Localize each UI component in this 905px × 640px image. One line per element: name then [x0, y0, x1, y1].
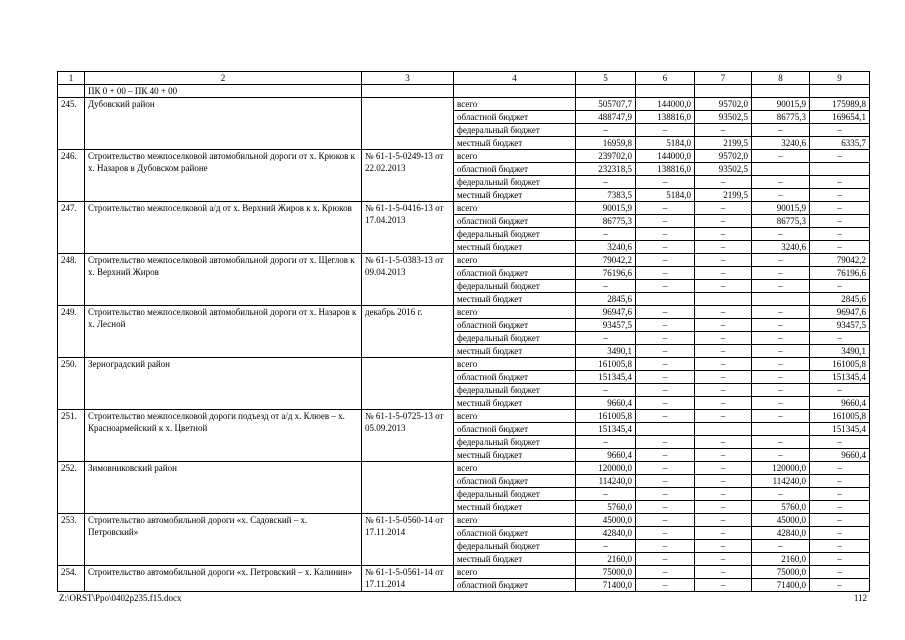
amount-cell: – [695, 371, 752, 384]
empty-cell [810, 85, 870, 98]
amount-cell [752, 293, 810, 306]
amount-cell [752, 423, 810, 436]
file-path: Z:\ORST\Ppo\0402p235.f15.docx [59, 593, 182, 603]
amount-cell: – [636, 514, 695, 527]
amount-cell: – [810, 176, 870, 189]
table-row [58, 98, 870, 111]
document-ref: № 61-1-5-0561-14 от 17.11.2014 [362, 566, 454, 592]
amount-cell: – [636, 449, 695, 462]
amount-cell: 96947,6 [810, 306, 870, 319]
amount-cell [752, 163, 810, 176]
amount-cell: 232318,5 [576, 163, 636, 176]
amount-cell: – [752, 306, 810, 319]
row-number: 246. [58, 150, 85, 202]
empty-cell [576, 85, 636, 98]
amount-cell: – [810, 202, 870, 215]
header-cell: 2 [85, 72, 362, 85]
amount-cell: – [695, 176, 752, 189]
amount-cell: – [695, 215, 752, 228]
amount-cell: 144000,0 [636, 150, 695, 163]
amount-cell: 16959,8 [576, 137, 636, 150]
empty-cell [752, 85, 810, 98]
amount-cell: – [752, 449, 810, 462]
document-ref: декабрь 2016 г. [362, 306, 454, 358]
amount-cell: 90015,9 [752, 202, 810, 215]
amount-cell: – [810, 332, 870, 345]
amount-cell: 75000,0 [752, 566, 810, 579]
amount-cell: – [636, 319, 695, 332]
funding-source: всего [454, 514, 576, 527]
amount-cell: 86775,3 [576, 215, 636, 228]
object-name: Строительство межпоселковой дороги подъезд от а/д х. Клюев – х. Красноармейский к х. Цветной [85, 410, 362, 462]
amount-cell: 120000,0 [752, 462, 810, 475]
amount-cell: – [752, 150, 810, 163]
funding-source: федеральный бюджет [454, 384, 576, 397]
amount-cell: – [810, 280, 870, 293]
amount-cell: 3240,6 [752, 137, 810, 150]
amount-cell: – [695, 462, 752, 475]
amount-cell: – [695, 124, 752, 137]
amount-cell: – [810, 540, 870, 553]
amount-cell: 5760,0 [752, 501, 810, 514]
amount-cell: 239702,0 [576, 150, 636, 163]
amount-cell: – [636, 176, 695, 189]
funding-source: федеральный бюджет [454, 124, 576, 137]
amount-cell: – [752, 410, 810, 423]
amount-cell: 114240,0 [576, 475, 636, 488]
amount-cell: – [752, 384, 810, 397]
empty-cell [695, 85, 752, 98]
amount-cell: – [695, 319, 752, 332]
amount-cell: 95702,0 [695, 98, 752, 111]
amount-cell: – [636, 410, 695, 423]
funding-source: местный бюджет [454, 397, 576, 410]
amount-cell: – [636, 241, 695, 254]
amount-cell: – [636, 124, 695, 137]
amount-cell: – [752, 488, 810, 501]
amount-cell: – [810, 488, 870, 501]
amount-cell: – [752, 176, 810, 189]
amount-cell [695, 423, 752, 436]
amount-cell: – [752, 397, 810, 410]
amount-cell: – [576, 176, 636, 189]
amount-cell: 505707,7 [576, 98, 636, 111]
amount-cell: 90015,9 [576, 202, 636, 215]
row-number: 253. [58, 514, 85, 566]
amount-cell: 169654,1 [810, 111, 870, 124]
funding-source: федеральный бюджет [454, 228, 576, 241]
amount-cell: – [636, 488, 695, 501]
funding-source: областной бюджет [454, 215, 576, 228]
header-cell: 4 [454, 72, 576, 85]
document-ref [362, 98, 454, 150]
amount-cell: 138816,0 [636, 163, 695, 176]
funding-source: всего [454, 98, 576, 111]
amount-cell: – [695, 202, 752, 215]
amount-cell: – [752, 254, 810, 267]
funding-source: всего [454, 566, 576, 579]
amount-cell: – [636, 579, 695, 592]
funding-source: местный бюджет [454, 137, 576, 150]
funding-source: всего [454, 462, 576, 475]
amount-cell: – [695, 241, 752, 254]
funding-source: областной бюджет [454, 111, 576, 124]
document-ref: № 61-1-5-0416-13 от 17.04.2013 [362, 202, 454, 254]
header-cell: 9 [810, 72, 870, 85]
amount-cell: – [695, 332, 752, 345]
funding-source: местный бюджет [454, 345, 576, 358]
amount-cell: – [695, 449, 752, 462]
funding-source: федеральный бюджет [454, 332, 576, 345]
funding-source: федеральный бюджет [454, 540, 576, 553]
object-name: Строительство межпоселковой автомобильной дороги от х. Назаров к х. Лесной [85, 306, 362, 358]
amount-cell: 9660,4 [810, 449, 870, 462]
amount-cell: – [636, 228, 695, 241]
funding-source: областной бюджет [454, 319, 576, 332]
amount-cell: 45000,0 [576, 514, 636, 527]
amount-cell: 120000,0 [576, 462, 636, 475]
continuation-cell: ПК 0 + 00 – ПК 40 + 00 [85, 85, 362, 98]
amount-cell: – [636, 384, 695, 397]
amount-cell: 76196,6 [810, 267, 870, 280]
amount-cell: – [695, 475, 752, 488]
amount-cell: – [752, 267, 810, 280]
amount-cell: – [576, 124, 636, 137]
amount-cell: – [810, 189, 870, 202]
amount-cell: – [752, 345, 810, 358]
header-cell: 5 [576, 72, 636, 85]
amount-cell: – [695, 228, 752, 241]
table-row [58, 254, 870, 267]
object-name: Строительство межпоселковой автомобильной дороги от х. Щеглов к х. Верхний Жиров [85, 254, 362, 306]
amount-cell: 76196,6 [576, 267, 636, 280]
funding-source: областной бюджет [454, 371, 576, 384]
amount-cell: 93457,5 [810, 319, 870, 332]
amount-cell: – [695, 384, 752, 397]
row-number: 251. [58, 410, 85, 462]
amount-cell: – [695, 267, 752, 280]
funding-source: местный бюджет [454, 293, 576, 306]
empty-cell [362, 85, 454, 98]
funding-source: областной бюджет [454, 475, 576, 488]
amount-cell: – [636, 436, 695, 449]
budget-table [57, 71, 870, 592]
amount-cell: – [695, 358, 752, 371]
table-row [58, 410, 870, 423]
amount-cell: 42840,0 [752, 527, 810, 540]
amount-cell: 144000,0 [636, 98, 695, 111]
amount-cell: – [636, 358, 695, 371]
funding-source: федеральный бюджет [454, 280, 576, 293]
amount-cell: – [576, 488, 636, 501]
amount-cell: – [752, 319, 810, 332]
amount-cell: – [695, 566, 752, 579]
amount-cell: 86775,3 [752, 215, 810, 228]
funding-source: всего [454, 306, 576, 319]
amount-cell: 9660,4 [810, 397, 870, 410]
amount-cell: 175989,8 [810, 98, 870, 111]
amount-cell: 2845,6 [810, 293, 870, 306]
amount-cell: – [636, 553, 695, 566]
amount-cell: – [810, 241, 870, 254]
header-cell: 3 [362, 72, 454, 85]
amount-cell: – [752, 371, 810, 384]
page-number: 112 [853, 593, 867, 603]
amount-cell: – [695, 553, 752, 566]
amount-cell [810, 163, 870, 176]
amount-cell: – [636, 501, 695, 514]
amount-cell: – [695, 501, 752, 514]
table-row [58, 306, 870, 319]
amount-cell: 2199,5 [695, 189, 752, 202]
funding-source: всего [454, 150, 576, 163]
amount-cell: 161005,8 [576, 358, 636, 371]
amount-cell: – [636, 397, 695, 410]
amount-cell: – [636, 306, 695, 319]
amount-cell: – [576, 540, 636, 553]
amount-cell: – [695, 540, 752, 553]
amount-cell: – [810, 228, 870, 241]
amount-cell: – [695, 254, 752, 267]
funding-source: федеральный бюджет [454, 488, 576, 501]
object-name: Строительство автомобильной дороги «х. Петровский – х. Калинин» [85, 566, 362, 592]
amount-cell: – [636, 254, 695, 267]
amount-cell: – [636, 280, 695, 293]
table-row [58, 358, 870, 371]
amount-cell: – [695, 280, 752, 293]
funding-source: местный бюджет [454, 241, 576, 254]
amount-cell: 3240,6 [752, 241, 810, 254]
amount-cell: 93502,5 [695, 163, 752, 176]
amount-cell: – [695, 514, 752, 527]
header-cell: 8 [752, 72, 810, 85]
funding-source: местный бюджет [454, 449, 576, 462]
amount-cell: – [695, 410, 752, 423]
row-number: 249. [58, 306, 85, 358]
amount-cell: – [810, 566, 870, 579]
amount-cell: – [810, 475, 870, 488]
funding-source: федеральный бюджет [454, 176, 576, 189]
amount-cell: – [752, 436, 810, 449]
amount-cell [695, 293, 752, 306]
table-row [58, 150, 870, 163]
amount-cell: 3490,1 [576, 345, 636, 358]
amount-cell: 93457,5 [576, 319, 636, 332]
amount-cell: 5184,0 [636, 137, 695, 150]
funding-source: областной бюджет [454, 423, 576, 436]
amount-cell: – [636, 527, 695, 540]
amount-cell: 5184,0 [636, 189, 695, 202]
funding-source: всего [454, 254, 576, 267]
amount-cell: – [810, 124, 870, 137]
amount-cell: – [752, 332, 810, 345]
funding-source: областной бюджет [454, 579, 576, 592]
amount-cell: – [810, 579, 870, 592]
header-cell: 1 [58, 72, 85, 85]
header-cell: 7 [695, 72, 752, 85]
empty-cell [58, 85, 85, 98]
row-number: 250. [58, 358, 85, 410]
amount-cell: – [810, 384, 870, 397]
amount-cell: 9660,4 [576, 449, 636, 462]
amount-cell: 96947,6 [576, 306, 636, 319]
amount-cell: 151345,4 [576, 371, 636, 384]
document-ref: № 61-1-5-0725-13 от 05.09.2013 [362, 410, 454, 462]
amount-cell: – [695, 579, 752, 592]
document-ref: № 61-1-5-0249-13 от 22.02.2013 [362, 150, 454, 202]
empty-cell [454, 85, 576, 98]
amount-cell: 151345,4 [576, 423, 636, 436]
amount-cell: – [810, 501, 870, 514]
amount-cell: – [752, 228, 810, 241]
continuation-row [58, 85, 870, 98]
amount-cell: 79042,2 [810, 254, 870, 267]
amount-cell: 2160,0 [576, 553, 636, 566]
amount-cell: – [752, 540, 810, 553]
document-ref: № 61-1-5-0383-13 от 09.04.2013 [362, 254, 454, 306]
amount-cell: – [695, 488, 752, 501]
amount-cell: – [695, 397, 752, 410]
funding-source: всего [454, 410, 576, 423]
funding-source: областной бюджет [454, 267, 576, 280]
row-number: 254. [58, 566, 85, 592]
amount-cell: 42840,0 [576, 527, 636, 540]
amount-cell: 86775,3 [752, 111, 810, 124]
amount-cell: – [636, 540, 695, 553]
amount-cell [636, 423, 695, 436]
object-name: Строительство межпоселковой а/д от х. Верхний Жиров к х. Крюков [85, 202, 362, 254]
amount-cell: – [636, 566, 695, 579]
document-page [57, 71, 869, 592]
amount-cell: – [752, 189, 810, 202]
amount-cell: 488747,9 [576, 111, 636, 124]
amount-cell: 114240,0 [752, 475, 810, 488]
row-number: 247. [58, 202, 85, 254]
amount-cell: 161005,8 [810, 410, 870, 423]
amount-cell: 161005,8 [576, 410, 636, 423]
amount-cell: – [636, 332, 695, 345]
amount-cell: 161005,8 [810, 358, 870, 371]
amount-cell: – [576, 228, 636, 241]
header-cell: 6 [636, 72, 695, 85]
amount-cell: 79042,2 [576, 254, 636, 267]
amount-cell: – [576, 436, 636, 449]
amount-cell: – [752, 280, 810, 293]
amount-cell: – [810, 150, 870, 163]
row-number: 252. [58, 462, 85, 514]
amount-cell: 5760,0 [576, 501, 636, 514]
amount-cell: 3240,6 [576, 241, 636, 254]
amount-cell: – [752, 124, 810, 137]
amount-cell: 45000,0 [752, 514, 810, 527]
amount-cell: – [636, 215, 695, 228]
amount-cell: – [752, 358, 810, 371]
document-ref [362, 462, 454, 514]
amount-cell: 9660,4 [576, 397, 636, 410]
funding-source: местный бюджет [454, 553, 576, 566]
amount-cell: 90015,9 [752, 98, 810, 111]
amount-cell: – [636, 202, 695, 215]
object-name: Зерноградский район [85, 358, 362, 410]
amount-cell: – [576, 384, 636, 397]
amount-cell: 75000,0 [576, 566, 636, 579]
amount-cell: – [576, 280, 636, 293]
amount-cell: – [810, 553, 870, 566]
document-ref: № 61-1-5-0560-14 от 17.11.2014 [362, 514, 454, 566]
amount-cell: – [810, 436, 870, 449]
amount-cell: 151345,4 [810, 423, 870, 436]
amount-cell: – [695, 527, 752, 540]
table-row [58, 462, 870, 475]
document-ref [362, 358, 454, 410]
amount-cell: – [810, 462, 870, 475]
amount-cell: – [695, 436, 752, 449]
amount-cell: – [695, 306, 752, 319]
table-row [58, 202, 870, 215]
funding-source: местный бюджет [454, 189, 576, 202]
header-row [58, 72, 870, 85]
amount-cell: 71400,0 [576, 579, 636, 592]
row-number: 248. [58, 254, 85, 306]
amount-cell: 7383,5 [576, 189, 636, 202]
funding-source: областной бюджет [454, 163, 576, 176]
amount-cell [636, 293, 695, 306]
funding-source: всего [454, 202, 576, 215]
amount-cell: – [636, 462, 695, 475]
funding-source: федеральный бюджет [454, 436, 576, 449]
amount-cell: 3490,1 [810, 345, 870, 358]
amount-cell: – [636, 267, 695, 280]
amount-cell: 93502,5 [695, 111, 752, 124]
amount-cell: – [810, 527, 870, 540]
amount-cell: 151345,4 [810, 371, 870, 384]
amount-cell: – [810, 215, 870, 228]
object-name: Зимовниковский район [85, 462, 362, 514]
amount-cell: – [636, 475, 695, 488]
amount-cell: 2845,6 [576, 293, 636, 306]
empty-cell [636, 85, 695, 98]
funding-source: местный бюджет [454, 501, 576, 514]
amount-cell: 138816,0 [636, 111, 695, 124]
amount-cell: – [695, 345, 752, 358]
amount-cell: 6335,7 [810, 137, 870, 150]
table-row [58, 514, 870, 527]
object-name: Дубовский район [85, 98, 362, 150]
amount-cell: – [810, 514, 870, 527]
amount-cell: 2160,0 [752, 553, 810, 566]
amount-cell: 71400,0 [752, 579, 810, 592]
amount-cell: 2199,5 [695, 137, 752, 150]
object-name: Строительство межпоселковой автомобильной дороги от х. Крюков к х. Назаров в Дубовском районе [85, 150, 362, 202]
amount-cell: – [576, 332, 636, 345]
object-name: Строительство автомобильной дороги «х. Садовский – х. Петровский» [85, 514, 362, 566]
funding-source: областной бюджет [454, 527, 576, 540]
funding-source: всего [454, 358, 576, 371]
amount-cell: – [636, 345, 695, 358]
amount-cell: 95702,0 [695, 150, 752, 163]
row-number: 245. [58, 98, 85, 150]
table-row [58, 566, 870, 579]
amount-cell: – [636, 371, 695, 384]
